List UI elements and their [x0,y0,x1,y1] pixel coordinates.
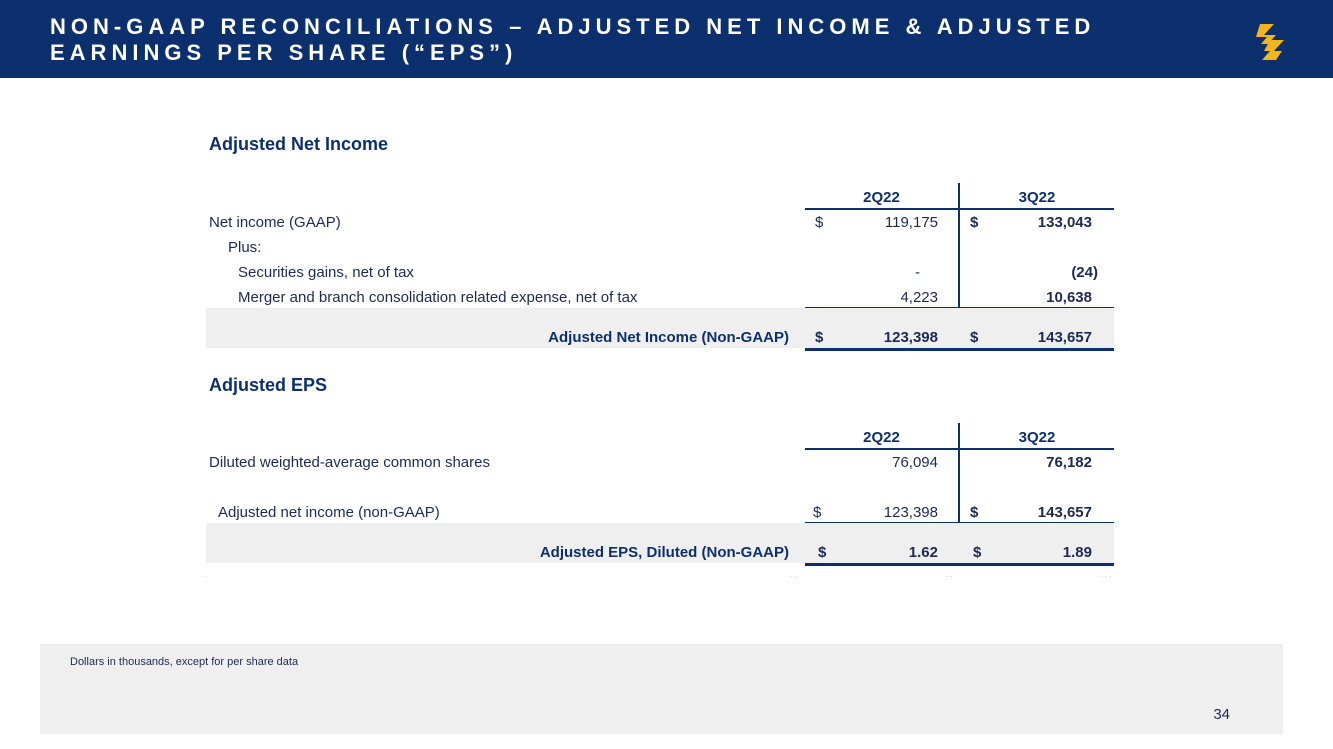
net-income-row-label: Merger and branch consolidation related expense, net of tax [238,289,638,306]
eps-row-value-2q22: 76,094 [892,454,938,471]
footnote: Dollars in thousands, except for per share data [70,656,299,668]
eps-row-value-2q22: 123,398 [883,504,938,521]
eps-row-label: Adjusted net income (non-GAAP) [218,504,440,521]
eps-section-title: Adjusted EPS [209,375,328,395]
net-income-row-label: Plus: [228,239,262,256]
eps-total-currency-3q22: $ [973,544,982,561]
table-edge-marker: . [204,570,207,579]
net-income-row-currency-2q22: $ [815,214,824,231]
net-income-row-value-2q22: - [915,264,920,281]
eps-total-value-3q22: 1.89 [1062,544,1092,561]
page-number: 34 [1213,706,1230,723]
net-income-total-label: Adjusted Net Income (Non-GAAP) [548,329,789,346]
net-income-row-label: Securities gains, net of tax [238,264,414,281]
eps-row-currency-2q22: $ [813,504,822,521]
eps-row-currency-3q22: $ [970,504,979,521]
net-income-total-currency-2q22: $ [815,329,824,346]
eps-total-double-rule [805,563,1114,566]
eps-total-label: Adjusted EPS, Diluted (Non-GAAP) [539,544,789,561]
net-income-row-value-2q22: 119,175 [884,214,938,231]
net-income-total-double-rule [805,348,1114,351]
net-income-row-label: Net income (GAAP) [209,214,341,231]
net-income-row-value-3q22: (24) [1071,264,1098,281]
net-income-row-value-3q22: 10,638 [1046,289,1092,306]
net-income-row-value-2q22: 4,223 [900,289,938,306]
net-income-row-currency-3q22: $ [970,214,979,231]
eps-row-value-3q22: 76,182 [1046,454,1092,471]
table-edge-marker: . . . [1100,570,1112,579]
s-logo-icon [1254,22,1286,62]
net-income-col-3q22: 3Q22 [1018,189,1056,206]
eps-row-label: Diluted weighted-average common shares [209,454,490,471]
net-income-col-2q22: 2Q22 [863,189,900,206]
eps-col-2q22: 2Q22 [863,429,900,446]
page-title: NON-GAAP RECONCILIATIONS – ADJUSTED NET INCOME & ADJUSTED EARNINGS PER SHARE (“EPS”) [50,14,1096,65]
table-edge-marker: . . [790,570,797,579]
net-income-row-value-3q22: 133,043 [1037,214,1092,231]
header-bar [0,0,1333,78]
net-income-total-currency-3q22: $ [970,329,979,346]
net-income-section-title: Adjusted Net Income [209,134,389,154]
net-income-total-value-2q22: 123,398 [883,329,938,346]
eps-row-value-3q22: 143,657 [1037,504,1092,521]
eps-col-3q22: 3Q22 [1018,429,1056,446]
eps-total-value-2q22: 1.62 [908,544,938,561]
net-income-total-value-3q22: 143,657 [1037,329,1092,346]
table-edge-marker: . . [946,570,953,579]
eps-total-currency-2q22: $ [818,544,827,561]
